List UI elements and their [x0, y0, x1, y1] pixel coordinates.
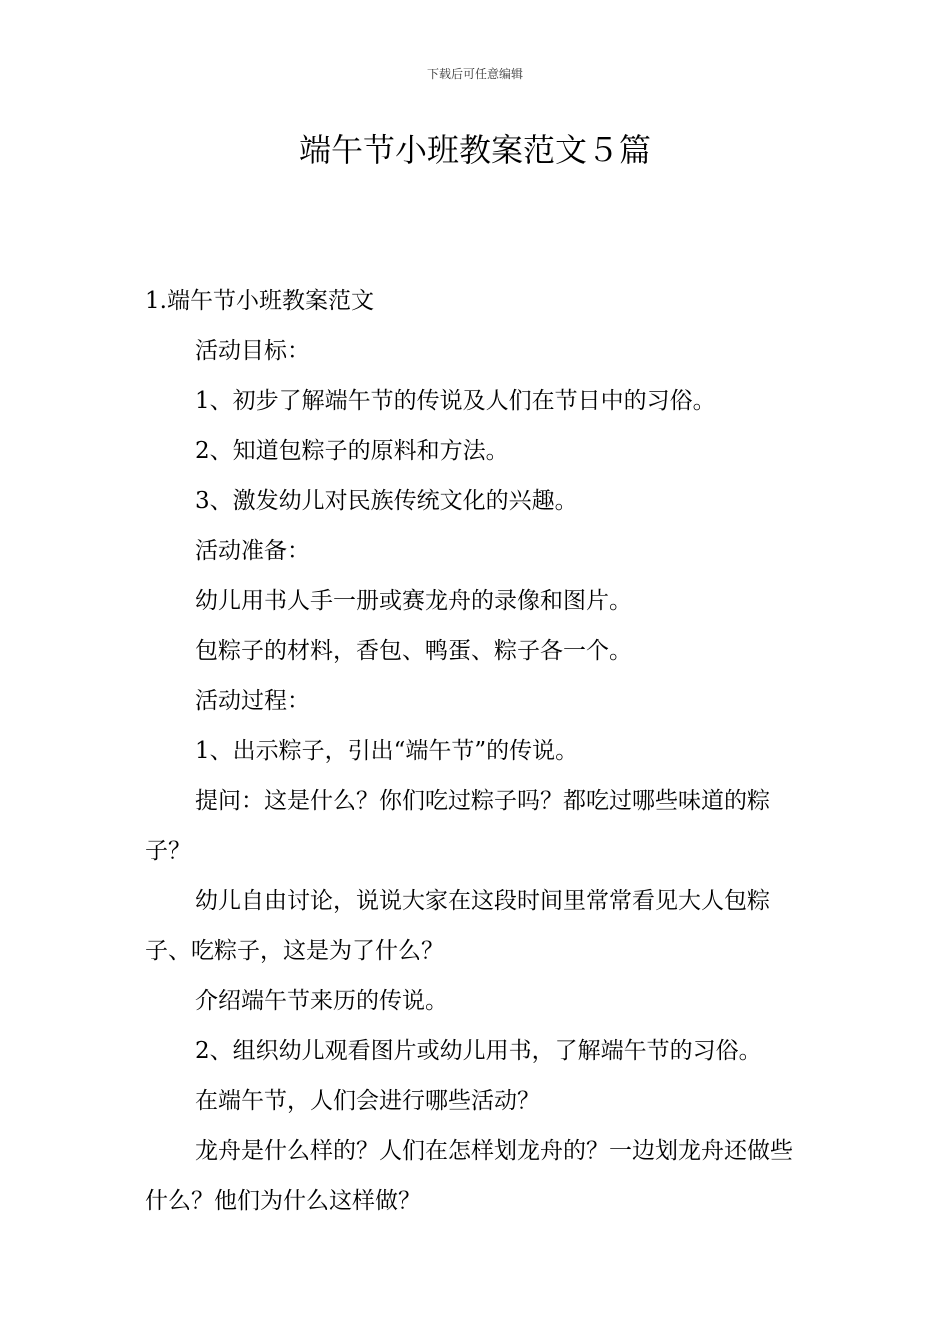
- paragraph: 活动准备：: [195, 538, 310, 564]
- paragraph: 3、激发幼儿对民族传统文化的兴趣。: [195, 488, 578, 514]
- document-body: [145, 276, 810, 1226]
- paragraph: 幼儿自由讨论，说说大家在这段时间里常常看见大人包粽子、吃粽子，这是为了什么？: [145, 888, 770, 964]
- paragraph: 活动过程：: [195, 688, 310, 714]
- paragraph: 2、组织幼儿观看图片或幼儿用书，了解端午节的习俗。: [195, 1038, 762, 1064]
- paragraph: 在端午节，人们会进行哪些活动？: [195, 1088, 540, 1114]
- paragraph: 2、知道包粽子的原料和方法。: [195, 438, 509, 464]
- paragraph: 介绍端午节来历的传说。: [195, 988, 448, 1014]
- paragraph: 包粽子的材料，香包、鸭蛋、粽子各一个。: [195, 638, 632, 664]
- document-title: 端午节小班教案范文５篇: [298, 131, 651, 169]
- paragraph: 1、出示粽子，引出“端午节”的传说。: [195, 738, 579, 764]
- paragraph: 幼儿用书人手一册或赛龙舟的录像和图片。: [195, 588, 632, 614]
- paragraph: 提问：这是什么？你们吃过粽子吗？都吃过哪些味道的粽子？: [145, 788, 770, 864]
- paragraph: 龙舟是什么样的？人们在怎样划龙舟的？一边划龙舟还做些什么？他们为什么这样做？: [145, 1138, 793, 1214]
- header-note: 下载后可任意编辑: [426, 67, 523, 81]
- section-heading: 1.端午节小班教案范文: [145, 288, 374, 314]
- paragraph: 活动目标：: [195, 338, 310, 364]
- paragraph: 1、初步了解端午节的传说及人们在节日中的习俗。: [195, 388, 716, 414]
